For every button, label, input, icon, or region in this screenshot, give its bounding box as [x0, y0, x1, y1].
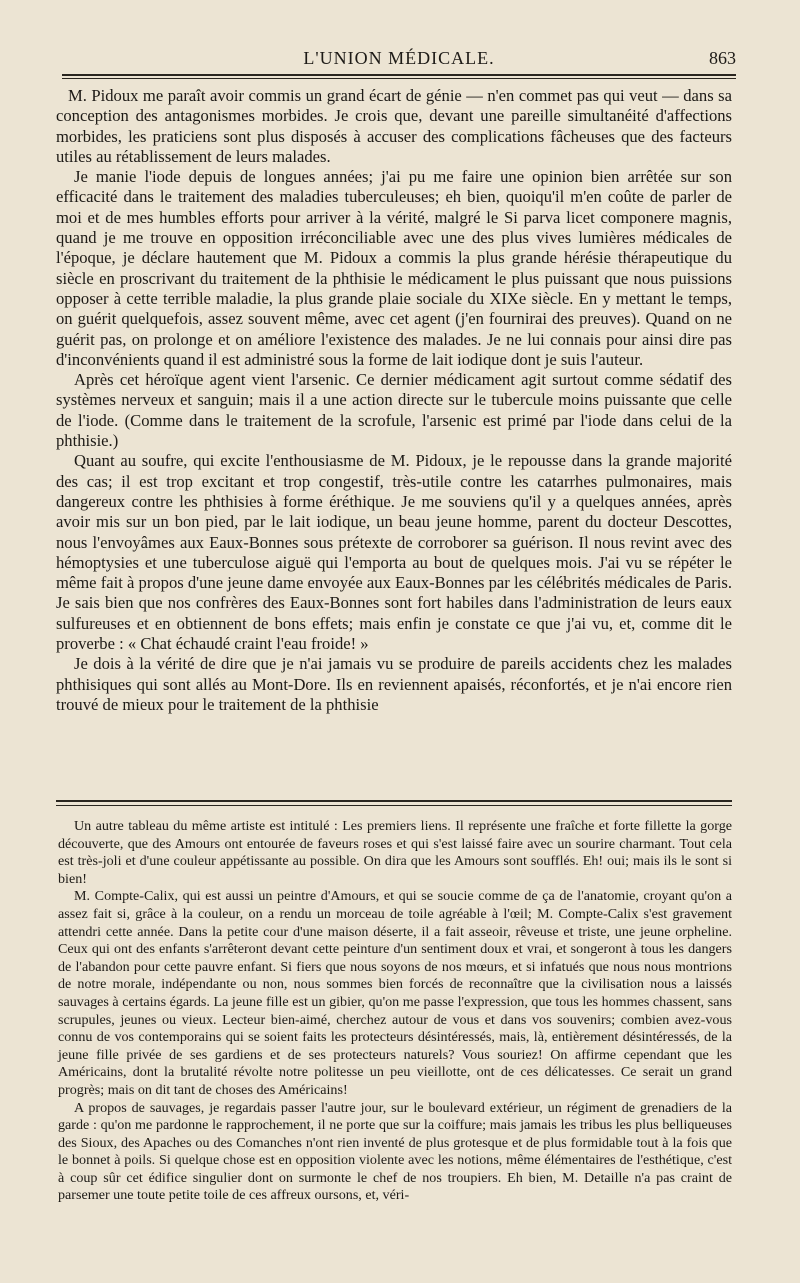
note-paragraph: M. Compte-Calix, qui est aussi un peintre d'Amours, et qui se soucie comme de ça de l'anatomie, croyant qu'on a assez fait si, grâce à la couleur, on a rendu un morceau de toile agréable à l'œil; M. Compte-Calix s'est gravement attendri cette année. Dans la petite cour d'une maison déserte, il a fait asseoir, rêveuse et triste, une jeune orpheline. Ceux qui ont des enfants s'arrêteront devant cette peinture d'un sentiment doux et vrai, et songeront à tous les dangers de l'abandon pour cette pauvre enfant. Si fiers que nous soyons de nos mœurs, et si infatués que nous nous montrions de notre morale, indépendante ou non, nous sommes bien forcés de reconnaître que la civilisation nous a laissés sauvages à certains égards. La jeune fille est un gibier, qu'on me passe l'expression, que tous les hommes chassent, sans scrupules, jeunes ou vieux. Lecteur bien-aimé, cherchez autour de vous et dans vos souvenirs; combien avez-vous connu de vos contemporains qui se soient faits les protecteurs désintéressés, mais, là, entièrement désintéressés, de la jeune fille privée de ses gardiens et de ses protecteurs naturels? Vous souriez! On affirme cependant que les Américains, dont la brutalité révolte notre politesse un peu vieillotte, ont de ces délicatesses. Ce serait un grand progrès; mais on dit tant de choses des Américains!	[58, 888, 732, 1098]
header-rule	[62, 74, 736, 76]
main-text	[56, 86, 732, 715]
note-paragraph: A propos de sauvages, je regardais passer l'autre jour, sur le boulevard extérieur, un régiment de grenadiers de la garde : qu'on me pardonne le rapprochement, il ne porte que sur la coiffure; mais jamais les tribus les plus belliqueuses des Sioux, des Apaches ou des Comanches n'ont rien inventé de plus grotesque et de plus formidable tout à la fois que le bonnet à poils. Si quelque chose est en opposition violente avec les notions, même élémentaires de l'esthétique, c'est à coup sûr cet édifice singulier dont on surmonte le chef de nos troupiers. Eh bien, M. Detaille n'a pas craint de parsemer une toute petite toile de ces affreux oursons, et, véri-	[58, 1099, 732, 1204]
page-number: 863	[709, 48, 736, 68]
journal-title: L'UNION MÉDICALE.	[303, 48, 495, 68]
paragraph: Je manie l'iode depuis de longues années; j'ai pu me faire une opinion bien arrêtée sur son efficacité dans le traitement des maladies tuberculeuses; eh bien, quoiqu'il m'en coûte de parler de moi et de mes humbles efforts pour arriver à la vérité, malgré le Si parva licet componere magnis, quand je me trouve en opposition irréconciliable avec une des plus vives lumières médicales de l'époque, je déclare hautement que M. Pidoux a commis la plus grande hérésie thérapeutique du siècle en proscrivant du traitement de la phthisie le médicament le plus puissant que nous puissions opposer à cette terrible maladie, la plus grande plaie sociale du XIXe siècle. En y mettant le temps, on guérit quelquefois, assez souvent même, avec cet agent (j'en fournirai des preuves). Quand on ne guérit pas, on prolonge et on améliore l'existence des malades. Je ne lui connais pour ainsi dire pas d'inconvénients quand il est administré sous la forme de lait iodique dont je suis l'auteur.	[56, 167, 732, 369]
paragraph: Après cet héroïque agent vient l'arsenic. Ce dernier médicament agit surtout comme sédatif des systèmes nerveux et sanguin; mais il a une action directe sur le tubercule moins puissante que celle de l'iode. (Comme dans le traitement de la scrofule, l'arsenic est primé par l'iode dans celui de la phthisie.)	[56, 370, 732, 451]
feuilleton-text	[58, 818, 732, 1205]
paragraph: Je dois à la vérité de dire que je n'ai jamais vu se produire de pareils accidents chez les malades phthisiques qui sont allés au Mont-Dore. Ils en reviennent apaisés, réconfortés, et je n'ai encore rien trouvé de mieux pour le traitement de la phthisie	[56, 654, 732, 714]
header-rule-thin	[62, 78, 736, 79]
note-paragraph: Un autre tableau du même artiste est intitulé : Les premiers liens. Il représente une fraîche et forte fillette la gorge découverte, que des Amours ont entourée de faveurs roses et qui s'est laissé faire avec un sourire charmant. Tout cela est très-joli et d'une couleur appétissante au possible. On dira que les Amours sont soufflés. Eh! oui; mais ils le sont si bien!	[58, 818, 732, 887]
paragraph: Quant au soufre, qui excite l'enthousiasme de M. Pidoux, je le repousse dans la grande majorité des cas; il est trop excitant et trop congestif, très-utile contre les catarrhes pulmonaires, mais dangereux contre les phthisies à forme éréthique. Je me souviens qu'il y a quelques années, après avoir mis sur un bon pied, par le lait iodique, un beau jeune homme, parent du docteur Descottes, nous l'envoyâmes aux Eaux-Bonnes sous prétexte de corroborer sa guérison. Il nous revint avec des hémoptysies et une tuberculose aiguë qui l'emporta au bout de quelques mois. J'ai vu se répéter le même fait à propos d'une jeune dame envoyée aux Eaux-Bonnes par les célébrités médicales de Paris. Je sais bien que nos confrères des Eaux-Bonnes sont fort habiles dans l'administration de leurs eaux sulfureuses et en obtiennent de bons effets; mais enfin je constate ce que j'ai vu, et, comme dit le proverbe : « Chat échaudé craint l'eau froide! »	[56, 451, 732, 654]
paragraph: M. Pidoux me paraît avoir commis un grand écart de génie — n'en commet pas qui veut — dans sa conception des antagonismes morbides. Je crois que, devant une pareille simultanéité d'affections morbides, les praticiens sont plus disposés à accuser des complications fâcheuses que des facteurs utiles au rétablissement de leurs malades.	[56, 86, 732, 166]
feuilleton-rule	[56, 800, 732, 802]
feuilleton-rule-thin	[56, 805, 732, 806]
running-header	[62, 42, 736, 72]
